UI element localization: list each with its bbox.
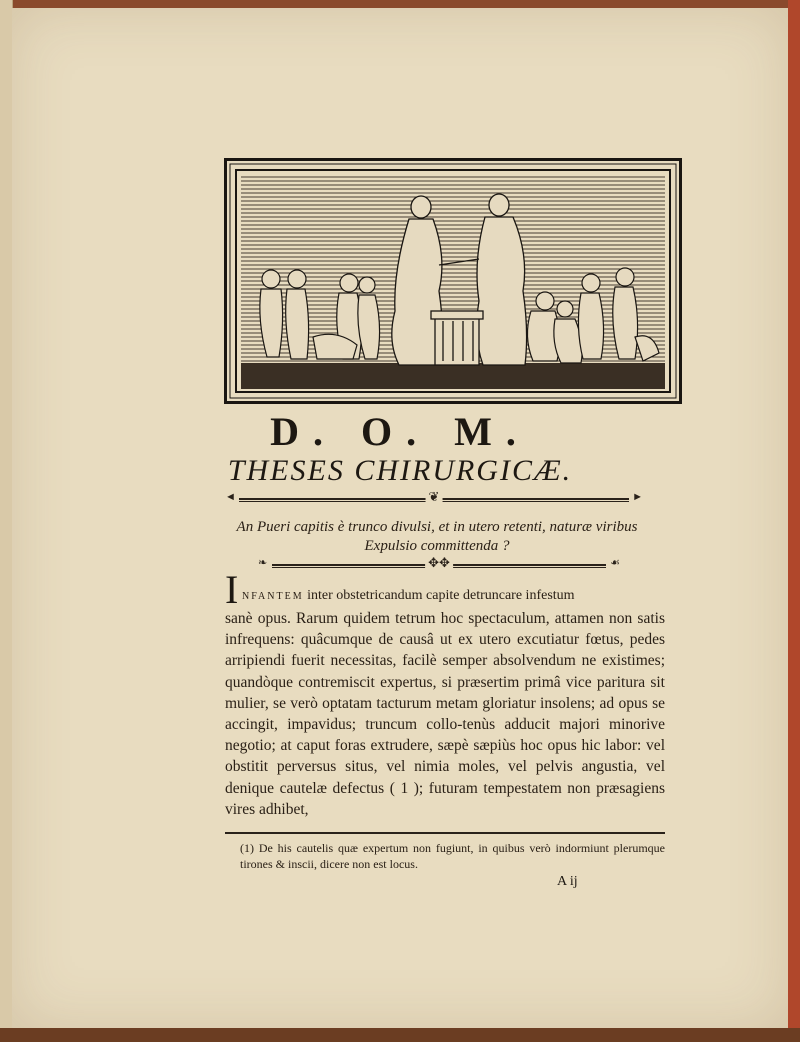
- first-line-rest: inter obstetricandum capite detruncare infestum: [307, 588, 575, 603]
- signature-mark: A ij: [557, 874, 578, 889]
- dom-heading: D. O. M.: [270, 409, 530, 454]
- ornamental-rule-bottom: ❧ ✥✥ ☙: [258, 555, 620, 570]
- body-paragraph: sanè opus. Rarum quidem tetrum hoc spectaculum, attamen non satis infrequens: quâcumque de causâ ut ex utero excutiatur fœtus, pedes arripiendi fuerit necessitas, facilè semper absolvendum ne existimes; quandòque contremiscit expertus, si præsertim primâ vice paritura sit mulier, se verò optatam tacturum metam gloriatur insolens; ad opus se accingit, impavidus; truncum collo-tenùs adducit majori minorive negotio; at caput foras extrudere, sæpè sæpiùs hoc opus hic labor: vel obstitit perversus situs, vel nimia moles, vel pelvis angustia, vel denique cautelæ defectus ( 1 ); futuram tempestatem non præsagiens vires adhibet,: [225, 610, 665, 818]
- footnote-rule: [225, 832, 665, 834]
- question-line-2: Expulsio committenda ?: [364, 538, 510, 554]
- book-edge-right: [788, 0, 800, 1042]
- question-line-1: An Pueri capitis è trunco divulsi, et in utero retenti, naturæ viribus: [236, 519, 638, 535]
- engraved-vignette: [224, 158, 682, 404]
- book-page: [12, 8, 788, 1028]
- body-text: [225, 608, 665, 820]
- drop-cap: I: [225, 567, 239, 612]
- footnote: (1) De his cautelis quæ expertum non fugiunt, in quibus verò indormiunt plerumque tirones & inscii, dicere non est locus.: [240, 841, 665, 871]
- page-title: THESES CHIRURGICÆ.: [227, 454, 573, 487]
- vignette-illustration: [227, 161, 679, 401]
- thesis-question: [207, 518, 667, 556]
- ornamental-rule-top: ◄ ❦ ►: [225, 489, 643, 504]
- first-word: NFANTEM: [242, 591, 304, 602]
- book-edge-bottom: [0, 1028, 800, 1042]
- first-line: [242, 588, 575, 604]
